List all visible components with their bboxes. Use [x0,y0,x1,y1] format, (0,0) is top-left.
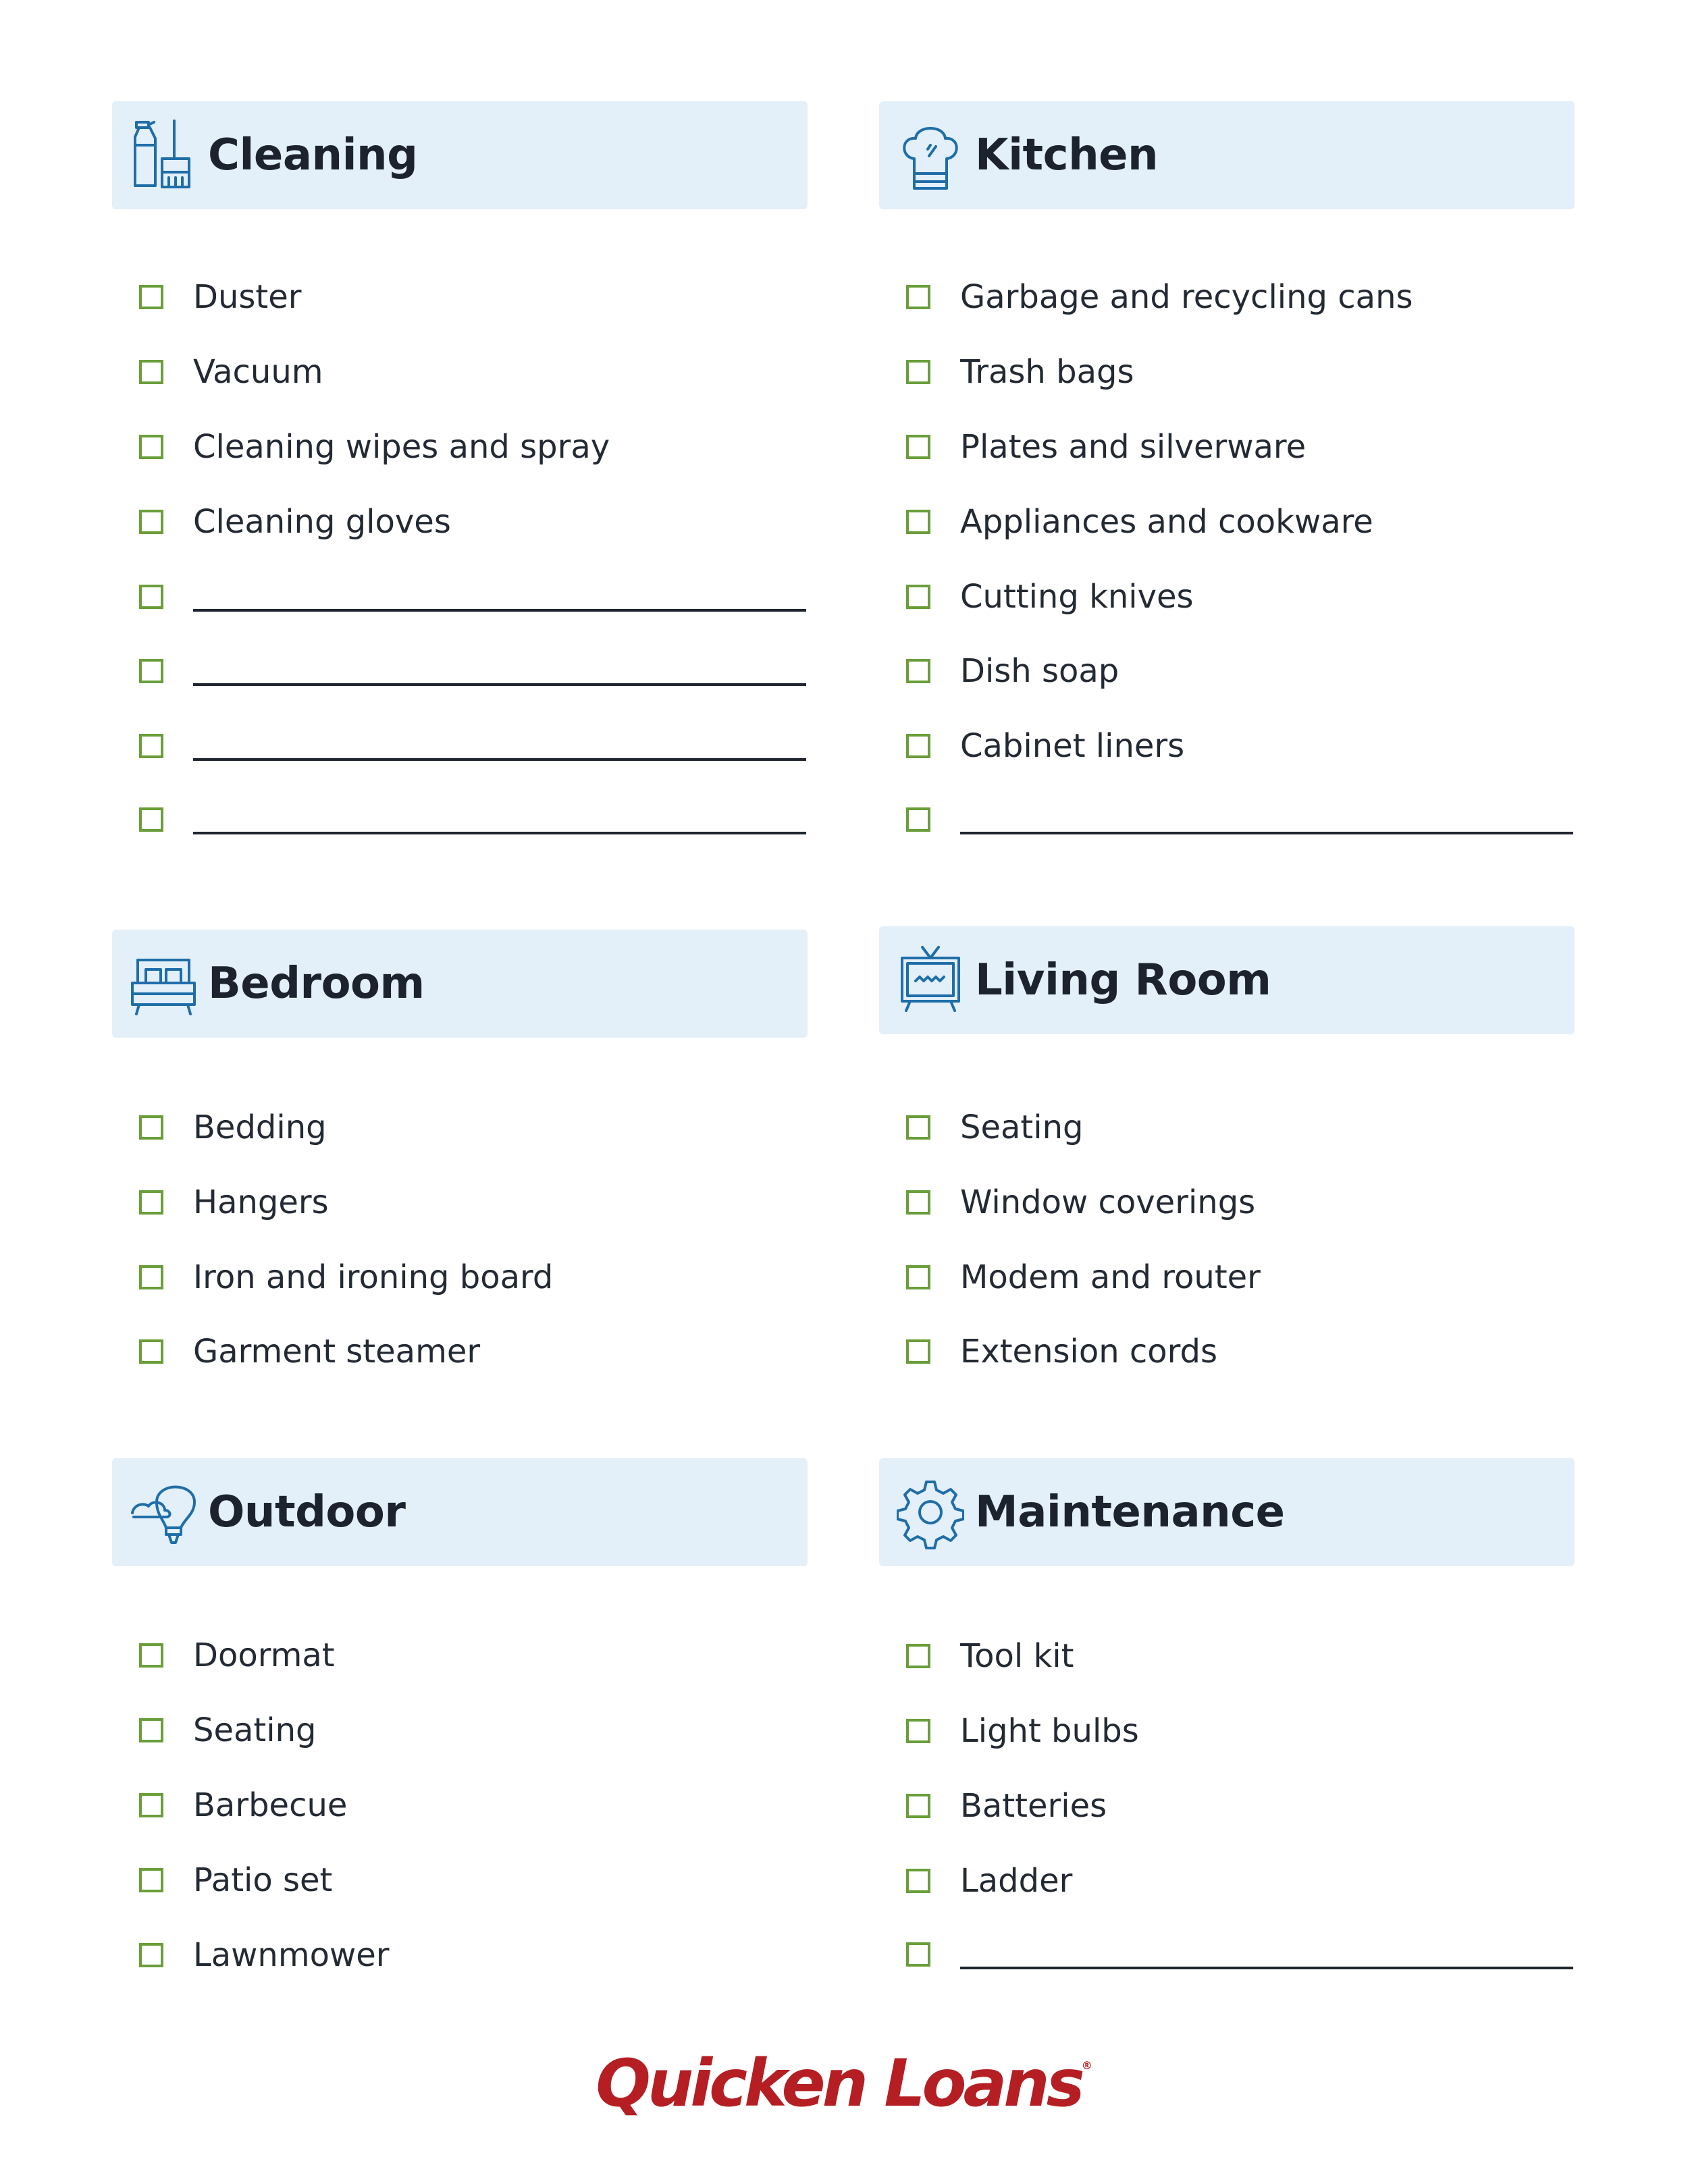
item-label: Appliances and cookware [960,503,1373,541]
list-item [879,278,1575,319]
section-cleaning [112,101,808,541]
item-label: Doormat [193,1636,335,1674]
section-outdoor [112,1458,808,1974]
item-label: Duster [193,278,302,316]
list-item [879,578,1575,618]
list-item [879,1787,1575,1828]
item-label: Hangers [193,1183,329,1221]
checkbox[interactable] [139,1115,163,1140]
checkbox[interactable] [906,1644,930,1668]
section-header [112,930,808,1038]
item-label: Cabinet liners [960,727,1185,765]
checkbox[interactable] [906,1339,930,1364]
checkbox[interactable] [906,734,930,758]
item-label: Ladder [960,1862,1073,1900]
chef-hat-icon [897,118,964,192]
list-item [879,1183,1575,1224]
item-label: Plates and silverware [960,428,1307,466]
blank-line[interactable] [193,609,806,612]
blank-line[interactable] [193,758,806,761]
blank-list-item [112,578,808,618]
checkbox[interactable] [906,1719,930,1743]
blank-list-item [112,801,808,841]
section-header [879,926,1575,1034]
list-item [879,652,1575,693]
checkbox[interactable] [139,1793,163,1817]
checkbox[interactable] [906,435,930,459]
item-label: Batteries [960,1787,1107,1825]
logo-text: Quicken Loans [596,2046,1082,2121]
checkbox[interactable] [906,285,930,309]
item-label: Lawnmower [193,1936,390,1974]
checkbox[interactable] [906,1794,930,1818]
list-item [112,278,808,319]
item-label: Iron and ironing board [193,1258,554,1296]
gear-icon [897,1475,964,1549]
section-header [879,101,1575,209]
list-item [879,1862,1575,1902]
item-label: Window coverings [960,1183,1256,1221]
item-label: Light bulbs [960,1712,1139,1750]
item-label: Barbecue [193,1786,348,1824]
list-item [879,1333,1575,1373]
checkbox[interactable] [139,435,163,459]
checkbox[interactable] [906,585,930,609]
section-title: Kitchen [975,130,1159,180]
list-item [112,503,808,543]
list-item [112,1333,808,1373]
checkbox[interactable] [139,285,163,309]
section-header [112,1458,808,1566]
checkbox[interactable] [139,1943,163,1967]
list-item [112,1109,808,1149]
checkbox[interactable] [139,1339,163,1364]
item-label: Seating [193,1711,317,1749]
blank-list-item [879,801,1575,841]
list-item [112,353,808,394]
list-item [879,353,1575,394]
blank-line[interactable] [960,832,1573,834]
section-title: Outdoor [208,1487,406,1537]
checkbox[interactable] [139,1190,163,1215]
checkbox[interactable] [906,1115,930,1140]
checkbox[interactable] [906,1942,930,1967]
checkbox[interactable] [139,659,163,683]
list-item [112,1861,808,1902]
item-label: Seating [960,1109,1084,1146]
blank-list-item [112,727,808,768]
item-label: Tool kit [960,1637,1074,1675]
list-item [112,1636,808,1677]
checkbox[interactable] [139,734,163,758]
checkbox[interactable] [139,1868,163,1892]
list-item [112,428,808,469]
section-kitchen [879,101,1575,765]
item-label: Bedding [193,1109,327,1146]
list-item [879,503,1575,543]
checkbox[interactable] [906,1190,930,1215]
item-label: Cleaning gloves [193,503,451,541]
checkbox[interactable] [906,1869,930,1893]
section-maintenance [879,1458,1575,1900]
checkbox[interactable] [139,1718,163,1742]
section-living-room [879,926,1575,1370]
spray-broom-icon [130,118,197,192]
list-item [112,1936,808,1977]
checkbox[interactable] [139,360,163,384]
list-item [879,1109,1575,1149]
item-label: Cleaning wipes and spray [193,428,610,466]
list-item [879,428,1575,469]
blank-line[interactable] [193,832,806,834]
item-label: Trash bags [960,353,1134,391]
section-title: Cleaning [208,130,418,180]
item-label: Patio set [193,1861,333,1899]
list-item [879,1258,1575,1299]
item-label: Dish soap [960,652,1119,690]
checkbox[interactable] [139,585,163,609]
item-label: Garbage and recycling cans [960,278,1413,316]
section-header [879,1458,1575,1566]
section-title: Living Room [975,955,1271,1005]
item-label: Modem and router [960,1258,1261,1296]
list-item [879,1637,1575,1678]
list-item [879,727,1575,768]
bed-icon [130,947,197,1021]
checkbox[interactable] [139,510,163,534]
checkbox[interactable] [906,360,930,384]
checkbox[interactable] [906,510,930,534]
item-label: Extension cords [960,1333,1218,1370]
section-header [112,101,808,209]
checkbox[interactable] [139,1643,163,1668]
checkbox[interactable] [139,807,163,832]
list-item [879,1712,1575,1753]
list-item [112,1258,808,1299]
section-title: Bedroom [208,959,425,1009]
section-bedroom [112,930,808,1370]
registered-mark: ® [1081,2059,1092,2072]
section-title: Maintenance [975,1487,1285,1537]
list-item [112,1183,808,1224]
blank-list-item [879,1936,1575,1976]
sun-cloud-icon [130,1475,197,1549]
blank-line[interactable] [960,1967,1573,1969]
item-label: Vacuum [193,353,323,391]
checkbox[interactable] [139,1265,163,1289]
list-item [112,1786,808,1827]
checkbox[interactable] [906,659,930,683]
item-label: Cutting knives [960,578,1194,616]
quicken-loans-logo [0,2046,1688,2121]
blank-list-item [112,652,808,693]
list-item [112,1711,808,1752]
tv-icon [897,943,964,1017]
checkbox[interactable] [906,807,930,832]
blank-line[interactable] [193,683,806,686]
checkbox[interactable] [906,1265,930,1289]
item-label: Garment steamer [193,1333,481,1370]
